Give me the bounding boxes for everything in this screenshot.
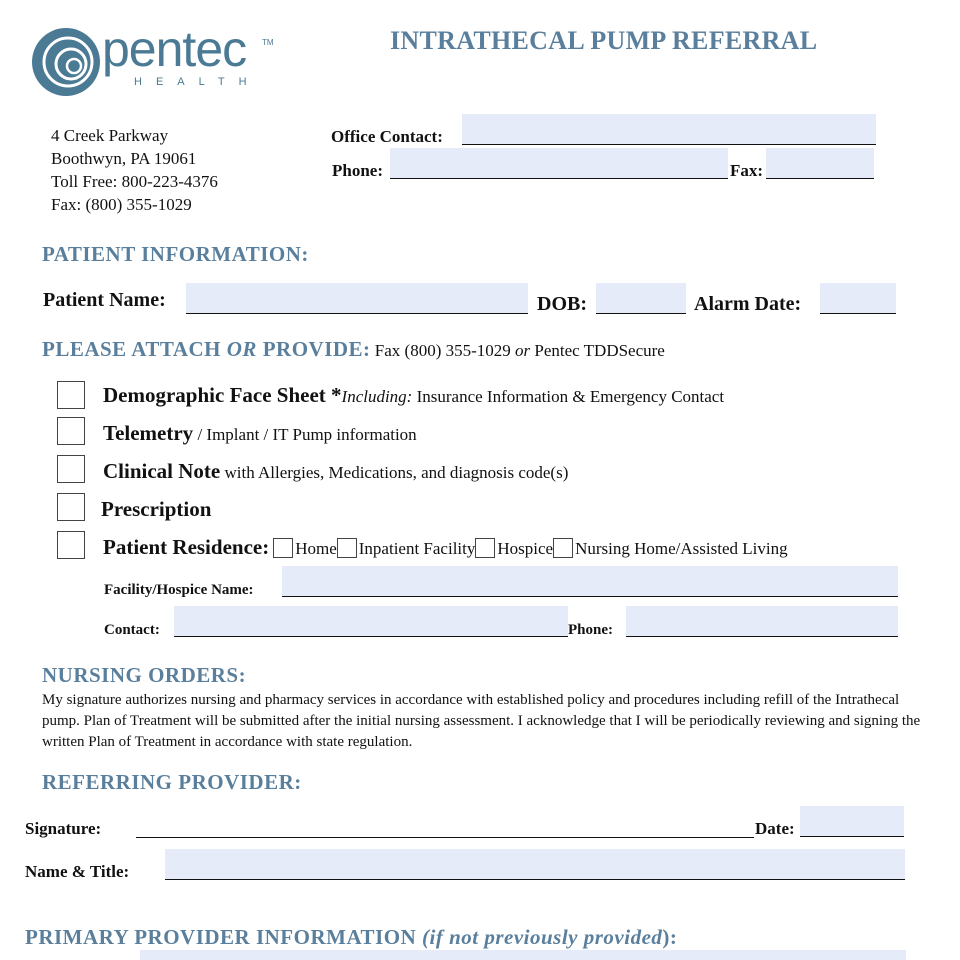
logo-wordmark: pentec (102, 21, 247, 77)
residence-hospice-label: Hospice (497, 539, 554, 558)
office-fax-field[interactable] (766, 148, 874, 179)
demographic-label: Demographic Face Sheet (103, 383, 326, 407)
facility-name-label: Facility/Hospice Name: (104, 582, 254, 598)
residence-home-checkbox[interactable] (273, 538, 293, 558)
patient-info-heading: PATIENT INFORMATION: (42, 242, 309, 266)
telemetry-item (103, 421, 417, 446)
residence-inpatient-label: Inpatient Facility (358, 539, 476, 558)
clinical-note-label: Clinical Note (103, 459, 221, 483)
nursing-orders-text: My signature authorizes nursing and pharmacy services in accordance with established policy and procedures including refill of the Intrathecal pump. Plan of Treatment will be submitted after the initial nursing assessment. I acknowledge that I will be periodically reviewing and signing the written Plan of Treatment in accordance with state regulation. (42, 692, 921, 750)
residence-item (103, 535, 788, 560)
demographic-desc: Insurance Information & Emergency Contact (412, 387, 725, 406)
office-phone-field[interactable] (390, 148, 728, 179)
attach-note-or: or (515, 341, 531, 360)
patient-name-field[interactable] (186, 283, 528, 314)
name-title-field[interactable] (165, 849, 905, 880)
clinical-note-item (103, 459, 568, 484)
office-phone-label: Phone: (332, 161, 383, 180)
logo-tm: TM (262, 38, 274, 47)
pentec-logo (30, 21, 280, 98)
residence-phone-label: Phone: (568, 622, 613, 638)
residence-label: Patient Residence: (103, 535, 270, 559)
residence-inpatient-checkbox[interactable] (337, 538, 357, 558)
demographic-including: Including: (341, 387, 413, 406)
signature-label: Signature: (25, 819, 102, 838)
name-title-label: Name & Title: (25, 862, 130, 881)
office-fax-label: Fax: (730, 161, 764, 180)
residence-phone-field[interactable] (626, 606, 898, 637)
attach-fax-note: Fax (800) 355-1029 (370, 341, 516, 360)
nursing-orders-heading: NURSING ORDERS: (42, 663, 247, 687)
attach-heading: PLEASE ATTACH (42, 337, 227, 361)
primary-provider-heading: PRIMARY PROVIDER INFORMATION (25, 925, 422, 949)
facility-name-field[interactable] (282, 566, 898, 597)
office-contact-label: Office Contact: (331, 127, 443, 146)
telemetry-label: Telemetry (103, 421, 194, 445)
dob-label: DOB: (537, 293, 587, 315)
attach-note-tdd: Pentec TDDSecure (530, 341, 665, 360)
primary-provider-field[interactable] (140, 950, 906, 960)
referring-date-field[interactable] (800, 806, 904, 837)
residence-home-label: Home (295, 539, 337, 558)
primary-provider-heading-note: (if not previously provided (422, 925, 663, 949)
prescription-checkbox[interactable] (57, 493, 85, 521)
clinical-note-desc: with Allergies, Medications, and diagnosis code(s) (220, 463, 569, 482)
address-line-3: Toll Free: 800-223-4376 (51, 172, 218, 191)
telemetry-checkbox[interactable] (57, 417, 85, 445)
residence-hospice-checkbox[interactable] (475, 538, 495, 558)
residence-options (273, 539, 787, 558)
dob-field[interactable] (596, 283, 686, 314)
address-line-1: 4 Creek Parkway (51, 126, 169, 145)
signature-line[interactable] (136, 837, 754, 838)
primary-provider-heading-end: ): (662, 925, 678, 949)
residence-nursing-home-checkbox[interactable] (553, 538, 573, 558)
office-contact-field[interactable] (462, 114, 876, 145)
patient-name-label: Patient Name: (43, 289, 166, 311)
referring-date-label: Date: (755, 819, 795, 838)
address-line-2: Boothwyn, PA 19061 (51, 149, 197, 168)
clinical-note-checkbox[interactable] (57, 455, 85, 483)
attach-heading-provide: PROVIDE: (256, 337, 371, 361)
demographic-star: * (325, 383, 342, 407)
referring-provider-heading: REFERRING PROVIDER: (42, 770, 302, 794)
primary-provider-heading-row (25, 925, 677, 950)
attach-heading-or: OR (226, 337, 257, 361)
demographic-checkbox[interactable] (57, 381, 85, 409)
form-title: INTRATHECAL PUMP REFERRAL (390, 26, 818, 55)
logo-swirl-icon (30, 26, 102, 98)
residence-contact-label: Contact: (104, 622, 160, 638)
prescription-label: Prescription (101, 497, 212, 521)
demographic-item (103, 383, 724, 408)
residence-nursing-home-label: Nursing Home/Assisted Living (575, 539, 788, 558)
logo-subtitle: HEALTH (134, 76, 261, 88)
alarm-date-label: Alarm Date: (694, 293, 802, 315)
attach-heading-row (42, 337, 665, 362)
residence-checkbox[interactable] (57, 531, 85, 559)
alarm-date-field[interactable] (820, 283, 896, 314)
residence-contact-field[interactable] (174, 606, 568, 637)
address-line-4: Fax: (800) 355-1029 (51, 195, 192, 214)
telemetry-desc: / Implant / IT Pump information (193, 425, 417, 444)
